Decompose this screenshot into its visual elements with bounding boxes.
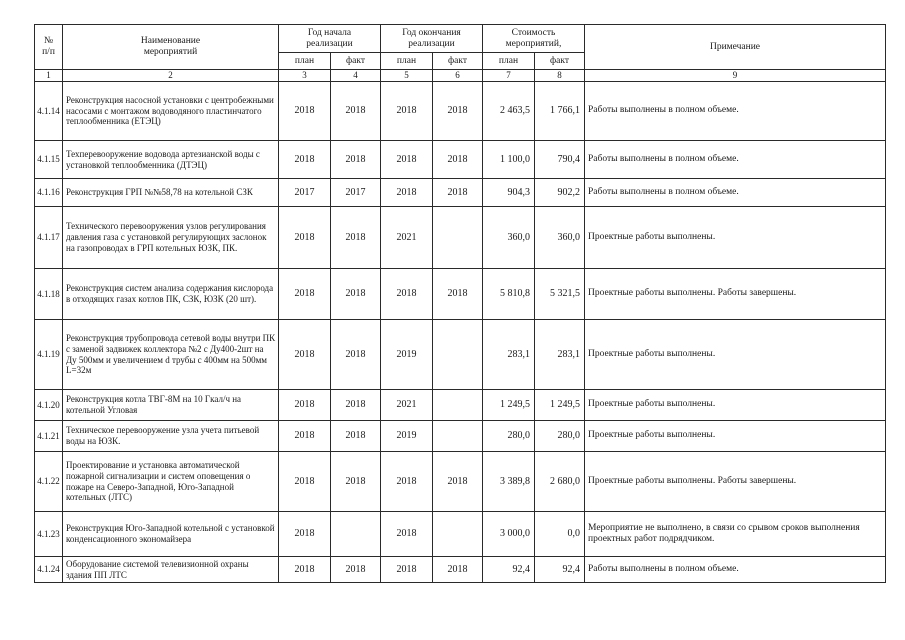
start-year-plan: 2018 bbox=[279, 320, 331, 390]
start-year-plan: 2018 bbox=[279, 390, 331, 421]
note: Проектные работы выполнены. Работы завершены. bbox=[585, 452, 886, 512]
measure-name: Реконструкция ГРП №№58,78 на котельной СЗК bbox=[63, 179, 279, 207]
measures-table bbox=[34, 24, 886, 583]
index-cell: 2 bbox=[63, 70, 279, 82]
cost-fact: 1 766,1 bbox=[535, 82, 585, 141]
measure-name: Технического перевооружения узлов регулирования давления газа с установкой регулирующих заслонок на газопроводах в ГРП котельных ЮЗК, ПК. bbox=[63, 207, 279, 269]
table-row bbox=[35, 421, 886, 452]
end-year-fact: 2018 bbox=[433, 179, 483, 207]
cost-fact: 283,1 bbox=[535, 320, 585, 390]
note: Мероприятие не выполнено, в связи со срывом сроков выполнения проектных работ подрядчиком. bbox=[585, 512, 886, 557]
cost-fact: 0,0 bbox=[535, 512, 585, 557]
cost-fact: 5 321,5 bbox=[535, 269, 585, 320]
index-cell: 8 bbox=[535, 70, 585, 82]
cost-plan: 3 000,0 bbox=[483, 512, 535, 557]
table-row bbox=[35, 82, 886, 141]
end-year-plan: 2018 bbox=[381, 452, 433, 512]
note: Проектные работы выполнены. bbox=[585, 207, 886, 269]
cost-fact: 902,2 bbox=[535, 179, 585, 207]
index-cell: 9 bbox=[585, 70, 886, 82]
row-number: 4.1.14 bbox=[35, 82, 63, 141]
measure-name: Реконструкция Юго-Западной котельной с установкой конденсационного экономайзера bbox=[63, 512, 279, 557]
table-row bbox=[35, 269, 886, 320]
row-number: 4.1.21 bbox=[35, 421, 63, 452]
cost-plan: 360,0 bbox=[483, 207, 535, 269]
measure-name: Реконструкция котла ТВГ-8М на 10 Гкал/ч на котельной Угловая bbox=[63, 390, 279, 421]
measure-name: Техническое перевооружение узла учета питьевой воды на ЮЗК. bbox=[63, 421, 279, 452]
note: Работы выполнены в полном объеме. bbox=[585, 179, 886, 207]
index-cell: 1 bbox=[35, 70, 63, 82]
note: Проектные работы выполнены. bbox=[585, 421, 886, 452]
document-sheet bbox=[34, 24, 886, 583]
end-year-plan: 2018 bbox=[381, 269, 433, 320]
cost-plan: 280,0 bbox=[483, 421, 535, 452]
index-cell: 5 bbox=[381, 70, 433, 82]
end-year-plan: 2019 bbox=[381, 421, 433, 452]
row-number: 4.1.22 bbox=[35, 452, 63, 512]
row-number: 4.1.23 bbox=[35, 512, 63, 557]
start-year-fact: 2018 bbox=[331, 269, 381, 320]
measure-name: Реконструкция трубопровода сетевой воды внутри ПК с заменой задвижек коллектора №2 с Ду400-2шт на Ду 500мм и увеличением d трубы с 400мм на 500мм L=32м bbox=[63, 320, 279, 390]
row-number: 4.1.20 bbox=[35, 390, 63, 421]
cost-fact: 1 249,5 bbox=[535, 390, 585, 421]
end-year-plan: 2018 bbox=[381, 141, 433, 179]
start-year-fact: 2018 bbox=[331, 452, 381, 512]
end-year-fact bbox=[433, 320, 483, 390]
start-year-fact: 2018 bbox=[331, 557, 381, 583]
cost-plan: 1 249,5 bbox=[483, 390, 535, 421]
start-year-plan: 2018 bbox=[279, 421, 331, 452]
table-row bbox=[35, 141, 886, 179]
end-year-fact bbox=[433, 421, 483, 452]
header-end-plan: план bbox=[381, 53, 433, 70]
column-index-row bbox=[35, 70, 886, 82]
index-cell: 6 bbox=[433, 70, 483, 82]
cost-fact: 2 680,0 bbox=[535, 452, 585, 512]
cost-fact: 360,0 bbox=[535, 207, 585, 269]
start-year-plan: 2018 bbox=[279, 141, 331, 179]
start-year-plan: 2018 bbox=[279, 269, 331, 320]
end-year-fact bbox=[433, 207, 483, 269]
header-cost-fact: факт bbox=[535, 53, 585, 70]
start-year-plan: 2018 bbox=[279, 452, 331, 512]
cost-plan: 1 100,0 bbox=[483, 141, 535, 179]
cost-plan: 3 389,8 bbox=[483, 452, 535, 512]
start-year-fact: 2017 bbox=[331, 179, 381, 207]
start-year-fact: 2018 bbox=[331, 82, 381, 141]
end-year-fact: 2018 bbox=[433, 269, 483, 320]
header-start-year: Год начала реализации bbox=[279, 25, 381, 53]
end-year-fact bbox=[433, 390, 483, 421]
header-note: Примечание bbox=[585, 25, 886, 70]
end-year-plan: 2021 bbox=[381, 390, 433, 421]
table-row bbox=[35, 452, 886, 512]
end-year-fact: 2018 bbox=[433, 452, 483, 512]
note: Работы выполнены в полном объеме. bbox=[585, 141, 886, 179]
header-name: Наименование мероприятий bbox=[63, 25, 279, 70]
cost-fact: 790,4 bbox=[535, 141, 585, 179]
measure-name: Проектирование и установка автоматической пожарной сигнализации и систем оповещения о пожаре на Северо-Западной, Юго-Западной котельных (ЛТС) bbox=[63, 452, 279, 512]
start-year-fact: 2018 bbox=[331, 390, 381, 421]
header-start-fact: факт bbox=[331, 53, 381, 70]
header-cost-plan: план bbox=[483, 53, 535, 70]
cost-plan: 5 810,8 bbox=[483, 269, 535, 320]
start-year-fact: 2018 bbox=[331, 141, 381, 179]
start-year-plan: 2018 bbox=[279, 82, 331, 141]
index-cell: 3 bbox=[279, 70, 331, 82]
start-year-plan: 2018 bbox=[279, 207, 331, 269]
row-number: 4.1.19 bbox=[35, 320, 63, 390]
header-end-year: Год окончания реализации bbox=[381, 25, 483, 53]
row-number: 4.1.15 bbox=[35, 141, 63, 179]
cost-fact: 280,0 bbox=[535, 421, 585, 452]
end-year-fact: 2018 bbox=[433, 557, 483, 583]
header-start-plan: план bbox=[279, 53, 331, 70]
end-year-fact: 2018 bbox=[433, 141, 483, 179]
start-year-plan: 2018 bbox=[279, 512, 331, 557]
row-number: 4.1.24 bbox=[35, 557, 63, 583]
measure-name: Оборудование системой телевизионной охраны здания ПП ЛТС bbox=[63, 557, 279, 583]
note: Проектные работы выполнены. bbox=[585, 320, 886, 390]
end-year-fact bbox=[433, 512, 483, 557]
index-cell: 7 bbox=[483, 70, 535, 82]
end-year-fact: 2018 bbox=[433, 82, 483, 141]
table-row bbox=[35, 512, 886, 557]
row-number: 4.1.17 bbox=[35, 207, 63, 269]
start-year-fact: 2018 bbox=[331, 320, 381, 390]
note: Работы выполнены в полном объеме. bbox=[585, 557, 886, 583]
table-row bbox=[35, 390, 886, 421]
start-year-plan: 2017 bbox=[279, 179, 331, 207]
table-row bbox=[35, 179, 886, 207]
note: Проектные работы выполнены. bbox=[585, 390, 886, 421]
start-year-plan: 2018 bbox=[279, 557, 331, 583]
end-year-plan: 2019 bbox=[381, 320, 433, 390]
start-year-fact bbox=[331, 512, 381, 557]
measure-name: Техперевооружение водовода артезианской воды с установкой теплообменника (ДТЭЦ) bbox=[63, 141, 279, 179]
start-year-fact: 2018 bbox=[331, 207, 381, 269]
end-year-plan: 2018 bbox=[381, 557, 433, 583]
table-row bbox=[35, 320, 886, 390]
end-year-plan: 2018 bbox=[381, 179, 433, 207]
cost-plan: 2 463,5 bbox=[483, 82, 535, 141]
table-row bbox=[35, 557, 886, 583]
note: Проектные работы выполнены. Работы завершены. bbox=[585, 269, 886, 320]
cost-plan: 904,3 bbox=[483, 179, 535, 207]
row-number: 4.1.16 bbox=[35, 179, 63, 207]
note: Работы выполнены в полном объеме. bbox=[585, 82, 886, 141]
table-row bbox=[35, 207, 886, 269]
measure-name: Реконструкция насосной установки с центробежными насосами с монтажом водоводяного пластинчатого теплообменника (ЕТЭЦ) bbox=[63, 82, 279, 141]
start-year-fact: 2018 bbox=[331, 421, 381, 452]
end-year-plan: 2018 bbox=[381, 82, 433, 141]
end-year-plan: 2018 bbox=[381, 512, 433, 557]
cost-fact: 92,4 bbox=[535, 557, 585, 583]
cost-plan: 92,4 bbox=[483, 557, 535, 583]
header-num: № п/п bbox=[35, 25, 63, 70]
row-number: 4.1.18 bbox=[35, 269, 63, 320]
header-end-fact: факт bbox=[433, 53, 483, 70]
end-year-plan: 2021 bbox=[381, 207, 433, 269]
cost-plan: 283,1 bbox=[483, 320, 535, 390]
measure-name: Реконструкция систем анализа содержания кислорода в отходящих газах котлов ПК, СЗК, ЮЗК (20 шт). bbox=[63, 269, 279, 320]
header-cost: Стоимость мероприятий, bbox=[483, 25, 585, 53]
index-cell: 4 bbox=[331, 70, 381, 82]
